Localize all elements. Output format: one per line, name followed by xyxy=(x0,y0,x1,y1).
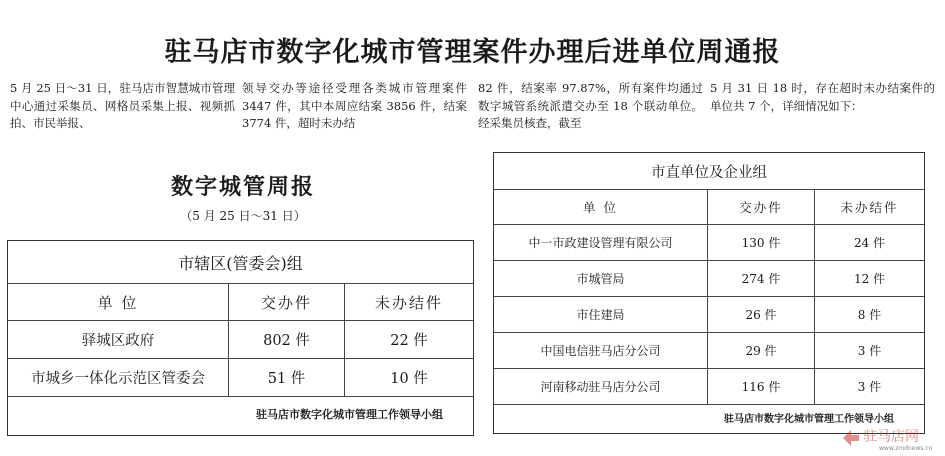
unit-cell: 市城管局 xyxy=(494,261,708,297)
unfinished-cell: 3 件 xyxy=(815,369,925,405)
district-group-title: 市辖区(管委会)组 xyxy=(8,241,473,284)
site-watermark-logo xyxy=(839,422,939,452)
watermark-text: 驻马店网 xyxy=(863,429,919,445)
table-row xyxy=(8,359,473,397)
unit-cell: 市城乡一体化示范区管委会 xyxy=(8,359,229,397)
unfinished-cell: 8 件 xyxy=(815,297,925,333)
table-row xyxy=(494,369,924,405)
watermark-url: www.zmdnews.cn xyxy=(879,445,933,452)
table-footer: 驻马店市数字化城市管理工作领导小组 xyxy=(494,405,924,430)
body-column-4: 5 月 31 日 18 时，存在超时未办结案件的单位共 7 个，详细情况如下： xyxy=(710,81,935,113)
assigned-cell: 116 件 xyxy=(708,369,815,405)
weekly-report-date: （5 月 25 日～31 日） xyxy=(180,209,306,223)
headline: 驻马店市数字化城市管理案件办理后进单位周通报 xyxy=(164,37,781,68)
assigned-cell: 802 件 xyxy=(229,321,345,359)
body-column-2: 领导交办等途径受理各类城市管理案件 3447 件，其中本周应结案 3856 件，结案 3774 件，超时未办结 xyxy=(242,81,467,130)
district-table xyxy=(7,240,474,436)
header-unit: 单 位 xyxy=(8,284,229,321)
header-assigned: 交办件 xyxy=(229,284,345,321)
unfinished-cell: 12 件 xyxy=(815,261,925,297)
header-unit: 单 位 xyxy=(494,190,708,225)
municipal-table xyxy=(493,152,925,434)
watermark-mark-icon xyxy=(839,422,939,452)
table-row xyxy=(494,225,924,261)
table-footer: 驻马店市数字化城市管理工作领导小组 xyxy=(8,397,473,432)
assigned-cell: 29 件 xyxy=(708,333,815,369)
unfinished-cell: 3 件 xyxy=(815,333,925,369)
unit-cell: 中一市政建设管理有限公司 xyxy=(494,225,708,261)
weekly-report-title: 数字城管周报 xyxy=(170,175,315,200)
header-unfinished: 未办结件 xyxy=(815,190,925,225)
table-row xyxy=(494,297,924,333)
unfinished-cell: 22 件 xyxy=(345,321,474,359)
unit-cell: 市住建局 xyxy=(494,297,708,333)
table-row xyxy=(494,261,924,297)
table-row xyxy=(8,321,473,359)
assigned-cell: 274 件 xyxy=(708,261,815,297)
header-assigned: 交办件 xyxy=(708,190,815,225)
assigned-cell: 130 件 xyxy=(708,225,815,261)
unfinished-cell: 24 件 xyxy=(815,225,925,261)
municipal-group-title: 市直单位及企业组 xyxy=(494,153,924,190)
table-row xyxy=(494,333,924,369)
assigned-cell: 51 件 xyxy=(229,359,345,397)
unit-cell: 河南移动驻马店分公司 xyxy=(494,369,708,405)
header-unfinished: 未办结件 xyxy=(345,284,474,321)
body-column-1: 5 月 25 日～31 日，驻马店市智慧城市管理中心通过采集员、网格员采集上报、视频抓拍、市民举报、 xyxy=(10,81,235,130)
assigned-cell: 26 件 xyxy=(708,297,815,333)
body-column-3: 82 件，结案率 97.87%，所有案件均通过数字城管系统派遣交办至 18 个联动单位。经采集员核查，截至 xyxy=(478,81,703,130)
unfinished-cell: 10 件 xyxy=(345,359,474,397)
unit-cell: 驿城区政府 xyxy=(8,321,229,359)
unit-cell: 中国电信驻马店分公司 xyxy=(494,333,708,369)
